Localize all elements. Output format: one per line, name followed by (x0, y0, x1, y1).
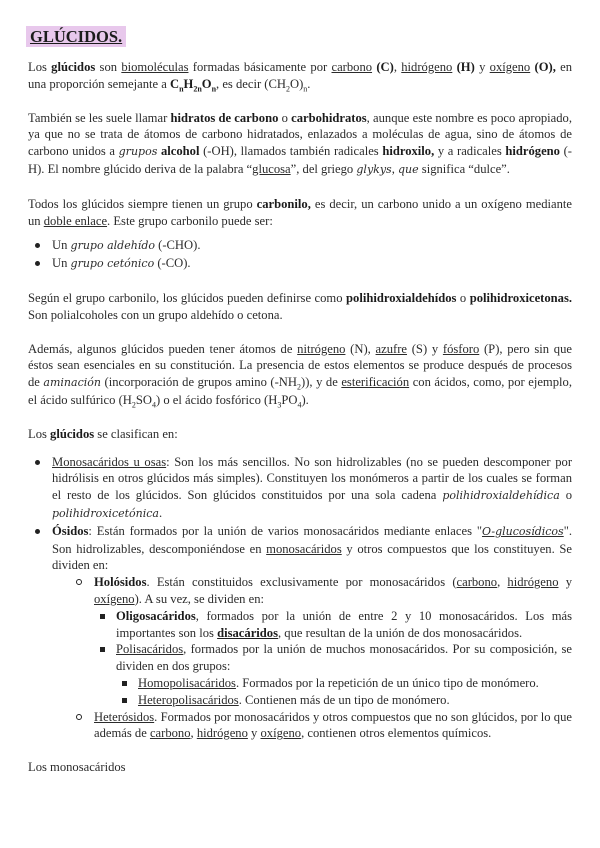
paragraph-carbohydrates: También se les suele llamar hidratos de carbono o carbohidratos, aunque este nombre es poco apropiado, ya que no se trata de átomos de carbono hidratados, enlazados a moléculas de agua, sino de átomos de carbono unidos a grupos alcohol (-OH), llamados también radicales hidroxilo, y a radicales hidrógeno (-H). El nombre glúcido deriva de la palabra “glucosa”, del griego glykys, que significa “dulce”. (28, 110, 573, 176)
general-formula: $C_nH_{2n}O_n$ (169, 76, 217, 94)
page-title: GLÚCIDOS. (28, 26, 572, 47)
classification-list (28, 454, 572, 743)
paragraph-other-elements: Además, algunos glúcidos pueden tener átomos de nitrógeno (N), azufre (S) y fósforo (P), pero sin que éstos sean esenciales en su constitución. La presencia de estos elementos se produce después de procesos de aminación (incorporación de grupos amino $(-NH_2)$), y de esterificación con ácidos, como, por ejemplo, el ácido sulfúrico $(H_2SO_4)$ o el ácido fosfórico $(H_3PO_4)$. (28, 341, 572, 410)
list-item-polisacaridos: Polisacáridos, formados por la unión de muchos monosacáridos. Por su composición, se dividen en dos grupos: Homopolisacáridos. Formados por la repetición de un único tipo de monómero. Heteropolisacáridos. Contienen más de un tipo de monómero. (94, 641, 572, 708)
paragraph-monosacaridos-heading: Los monosacáridos (28, 760, 126, 775)
polisacaridos-sublist (116, 675, 572, 709)
paragraph-polyhydroxy: Según el grupo carbonilo, los glúcidos pueden definirse como polihidroxialdehídos o polihidroxicetonas. Son polialcoholes con un grupo aldehído o cetona. (28, 290, 573, 322)
paragraph-carbonyl: Todos los glúcidos siempre tienen un grupo carbonilo, es decir, un carbono unido a un oxígeno mediante un doble enlace. Este grupo carbonilo puede ser: (28, 196, 572, 228)
list-item-homopolisacaridos: Homopolisacáridos. Formados por la repetición de un único tipo de monómero. (116, 675, 572, 692)
list-item: Un grupo cetónico (-CO). (28, 255, 572, 273)
document-page (28, 26, 572, 776)
list-item-osidos: Ósidos: Están formados por la unión de varios monosacáridos mediante enlaces "O-glucosídicos". Son hidrolizables, descomponiéndose en monosacáridos y otros compuestos que los constituyen. Se dividen en: Holósidos. Están constituidos exclusivamente por monosacáridos (carbono, hidrógeno y oxígeno). A su vez, se dividen en: Oligosacáridos, formados por la unión de entre 2 y 10 monosacáridos. Los más importantes son los disacáridos, que resultan de la unión de dos monosacáridos. Polisacáridos, formados por la unión de muchos monosacáridos. Por su composición, se dividen en dos grupos: Homopolisacáridos. Formados por la repetición de un único tipo de monómero. Heteropolisacáridos. Contienen más de un tipo de monómero. Heterósidos. Formados por monosacáridos y otros compuestos que no son glúcidos, por lo que además de carbono, hidrógeno y oxígeno, contienen otros elementos químicos. (28, 523, 572, 742)
list-item-holosidos: Holósidos. Están constituidos exclusivamente por monosacáridos (carbono, hidrógeno y oxígeno). A su vez, se dividen en: Oligosacáridos, formados por la unión de entre 2 y 10 monosacáridos. Los más importantes son los disacáridos, que resultan de la unión de dos monosacáridos. Polisacáridos, formados por la unión de muchos monosacáridos. Por su composición, se dividen en dos grupos: Homopolisacáridos. Formados por la repetición de un único tipo de monómero. Heteropolisacáridos. Contienen más de un tipo de monómero. (70, 574, 572, 708)
paragraph-classification-intro: Los glúcidos se clasifican en: (28, 426, 178, 441)
list-item-monosacaridos: Monosacáridos u osas: Son los más sencillos. No son hidrolizables (no se pueden descomponer por hidrólisis en otros glúcidos más simples). Constituyen los monómeros a partir de los cuales se forman el resto de los glúcidos. Son glúcidos constituidos por una sola cadena polihidroxialdehídica o polihidroxicetónica. (28, 454, 572, 523)
paragraph-definition: Los glúcidos son biomoléculas formadas básicamente por carbono (C), hidrógeno (H) y oxígeno (O), en una proporción semejante a $C_nH_{2n}O_n$, es decir $(CH_2O)_n$. (28, 60, 573, 94)
list-item-heteropolisacaridos: Heteropolisacáridos. Contienen más de un tipo de monómero. (116, 692, 572, 709)
carbonyl-types-list (28, 237, 572, 273)
list-item-heterosidos: Heterósidos. Formados por monosacáridos y otros compuestos que no son glúcidos, por lo que además de carbono, hidrógeno y oxígeno, contienen otros elementos químicos. (70, 709, 572, 743)
list-item-oligosacaridos: Oligosacáridos, formados por la unión de entre 2 y 10 monosacáridos. Los más importantes son los disacáridos, que resultan de la unión de dos monosacáridos. (94, 608, 572, 642)
holosidos-sublist (94, 608, 572, 709)
list-item: Un grupo aldehído (-CHO). (28, 237, 572, 255)
osidos-sublist (70, 574, 572, 742)
